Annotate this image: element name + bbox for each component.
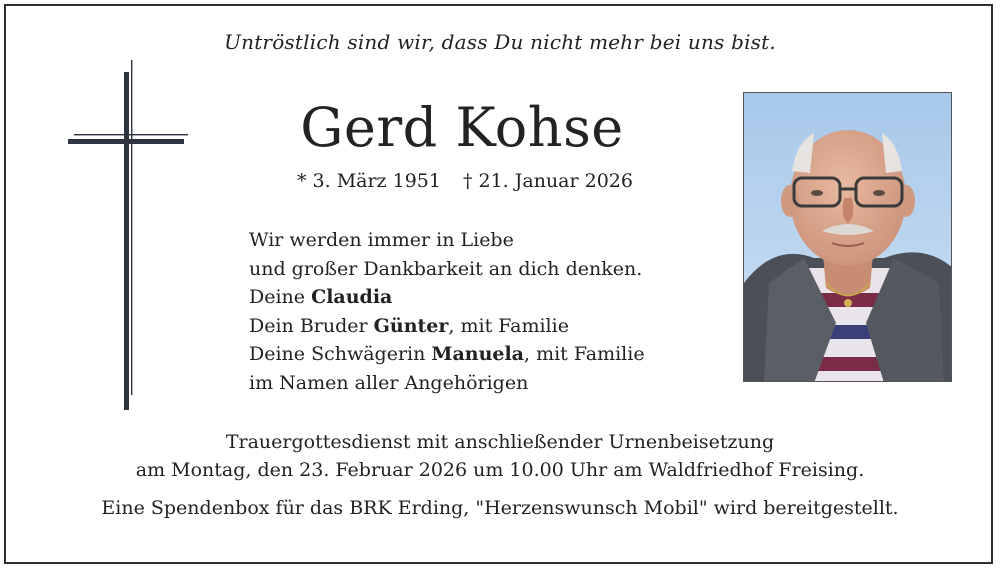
service-line: Trauergottesdienst mit anschließender Urnenbeisetzung	[225, 431, 775, 453]
mourner-name: Claudia	[311, 286, 393, 308]
mourner-line: Dein Bruder Günter, mit Familie	[249, 314, 569, 337]
service-info	[0, 428, 1000, 484]
mourner-line: Deine Schwägerin Manuela, mit Familie	[249, 343, 645, 365]
mourner-line: Deine Claudia	[249, 286, 393, 308]
death-date: † 21. Januar 2026	[462, 170, 633, 192]
service-line: am Montag, den 23. Februar 2026 um 10.00 Uhr am Waldfriedhof Freising.	[135, 459, 865, 481]
deceased-name: Gerd Kohse	[300, 96, 624, 159]
closing-line: im Namen aller Angehörigen	[249, 371, 529, 394]
motto-text: Untröstlich sind wir, dass Du nicht mehr bei uns bist.	[224, 30, 776, 54]
family-block	[249, 226, 645, 397]
portrait-illustration	[744, 93, 952, 382]
tribute-line: und großer Dankbarkeit an dich denken.	[249, 257, 643, 280]
tribute-line: Wir werden immer in Liebe	[249, 229, 514, 251]
donation-note: Eine Spendenbox für das BRK Erding, "Herzenswunsch Mobil" wird bereitgestellt.	[101, 497, 899, 519]
portrait-photo	[743, 92, 952, 382]
mourner-name: Manuela	[431, 343, 524, 365]
mourner-name: Günter	[373, 314, 449, 337]
birth-date: * 3. März 1951	[296, 170, 441, 192]
